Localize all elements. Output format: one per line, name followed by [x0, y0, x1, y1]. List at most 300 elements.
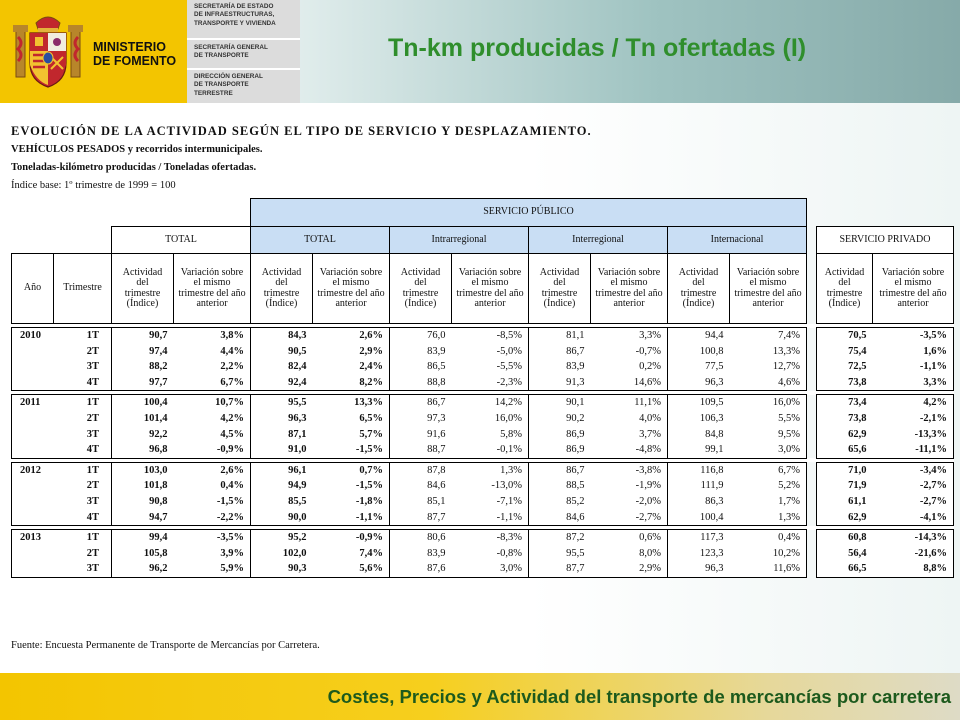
spain-coat-of-arms-icon	[10, 13, 86, 91]
index-value-cell: 88,2	[112, 359, 174, 375]
index-value-cell: 87,2	[529, 530, 591, 546]
table-row	[12, 359, 954, 375]
variation-value-cell: 3,9%	[174, 546, 251, 562]
header-line: trimestre	[263, 287, 300, 299]
index-value-cell: 116,8	[668, 462, 730, 478]
header-line: del	[553, 277, 566, 288]
index-value-cell: 111,9	[668, 478, 730, 494]
index-value-cell: 75,4	[817, 344, 873, 360]
header-line: anterior	[196, 298, 228, 309]
index-value-cell: 90,7	[112, 328, 174, 344]
index-value-cell: 90,5	[251, 344, 313, 360]
index-value-cell: 97,7	[112, 375, 174, 391]
index-value-cell: 56,4	[817, 546, 873, 562]
index-value-cell: 109,5	[668, 395, 730, 411]
header-activity-index	[251, 254, 313, 324]
header-variation	[873, 254, 954, 324]
index-value-cell: 99,1	[668, 442, 730, 458]
variation-value-cell: 16,0%	[730, 395, 807, 411]
index-value-cell: 90,0	[251, 510, 313, 526]
header-line: del	[136, 277, 149, 288]
activity-table	[11, 198, 954, 578]
index-value-cell: 103,0	[112, 462, 174, 478]
header-line: Variación sobre	[458, 266, 522, 278]
variation-value-cell: -5,0%	[452, 344, 529, 360]
index-value-cell: 62,9	[817, 427, 873, 443]
header-line: anterior	[752, 298, 784, 309]
variation-value-cell: 6,7%	[174, 375, 251, 391]
index-value-cell: 96,3	[668, 561, 730, 577]
spacer	[807, 395, 817, 411]
year-cell	[12, 494, 54, 510]
footer-title: Costes, Precios y Actividad del transporte de mercancías por carretera	[327, 686, 951, 707]
table-heading: EVOLUCIÓN DE LA ACTIVIDAD SEGÚN EL TIPO DE SERVICIO Y DESPLAZAMIENTO.	[11, 124, 592, 138]
index-value-cell: 101,4	[112, 411, 174, 427]
header-line: el mismo	[332, 277, 370, 288]
index-value-cell: 94,9	[251, 478, 313, 494]
variation-value-cell: 1,3%	[452, 462, 529, 478]
variation-value-cell: 4,2%	[174, 411, 251, 427]
index-value-cell: 71,0	[817, 462, 873, 478]
header-line: el mismo	[471, 277, 509, 288]
index-value-cell: 87,1	[251, 427, 313, 443]
divider	[187, 68, 300, 70]
table-row	[12, 344, 954, 360]
variation-value-cell: -3,5%	[873, 328, 954, 344]
index-value-cell: 73,4	[817, 395, 873, 411]
header-internacional: Internacional	[668, 227, 807, 254]
header-line: del	[692, 277, 705, 288]
variation-value-cell: -0,8%	[452, 546, 529, 562]
variation-value-cell: -13,0%	[452, 478, 529, 494]
variation-value-cell: 0,2%	[591, 359, 668, 375]
header-total-general: TOTAL	[112, 227, 251, 254]
header-line: el mismo	[894, 277, 932, 288]
variation-value-cell: 2,4%	[313, 359, 390, 375]
index-value-cell: 84,6	[529, 510, 591, 526]
index-value-cell: 92,2	[112, 427, 174, 443]
header-line: (Índice)	[543, 298, 576, 309]
variation-value-cell: 7,4%	[313, 546, 390, 562]
header-interregional: Interregional	[529, 227, 668, 254]
variation-value-cell: 5,8%	[452, 427, 529, 443]
table-row	[12, 530, 954, 546]
variation-value-cell: 5,9%	[174, 561, 251, 577]
variation-value-cell: -2,7%	[873, 494, 954, 510]
variation-value-cell: -2,7%	[591, 510, 668, 526]
header-line: (Índice)	[126, 298, 159, 309]
quarter-cell: 2T	[54, 411, 112, 427]
year-cell	[12, 442, 54, 458]
header-line: Actividad	[539, 266, 580, 278]
index-value-cell: 95,5	[529, 546, 591, 562]
index-value-cell: 100,4	[112, 395, 174, 411]
variation-value-cell: 6,5%	[313, 411, 390, 427]
header-line: Actividad	[400, 266, 441, 278]
spacer	[807, 254, 817, 324]
variation-value-cell: -4,1%	[873, 510, 954, 526]
variation-value-cell: -1,5%	[313, 478, 390, 494]
index-value-cell: 60,8	[817, 530, 873, 546]
header-line: (Índice)	[682, 298, 715, 309]
table-row	[12, 561, 954, 577]
quarter-cell: 2T	[54, 478, 112, 494]
quarter-cell: 2T	[54, 344, 112, 360]
variation-value-cell: 0,7%	[313, 462, 390, 478]
header-activity-index	[668, 254, 730, 324]
spacer	[807, 478, 817, 494]
header-variation	[452, 254, 529, 324]
variation-value-cell: 3,3%	[591, 328, 668, 344]
index-value-cell: 83,9	[529, 359, 591, 375]
index-value-cell: 88,7	[390, 442, 452, 458]
variation-value-cell: 0,4%	[730, 530, 807, 546]
index-value-cell: 70,5	[817, 328, 873, 344]
variation-value-cell: 8,0%	[591, 546, 668, 562]
year-cell	[12, 510, 54, 526]
secretariat-line: DE INFRAESTRUCTURAS,	[194, 11, 275, 19]
variation-value-cell: -11,1%	[873, 442, 954, 458]
header-line: trimestre	[124, 287, 161, 299]
header-activity-index	[390, 254, 452, 324]
variation-value-cell: 2,9%	[591, 561, 668, 577]
header-servicio-publico: SERVICIO PÚBLICO	[251, 199, 807, 227]
index-value-cell: 91,0	[251, 442, 313, 458]
spacer	[807, 462, 817, 478]
index-value-cell: 61,1	[817, 494, 873, 510]
index-value-cell: 86,7	[390, 395, 452, 411]
header-line: del	[838, 277, 851, 288]
secretariat-line: TRANSPORTE Y VIVIENDA	[194, 19, 276, 27]
index-value-cell: 86,9	[529, 442, 591, 458]
variation-value-cell: -2,1%	[873, 411, 954, 427]
variation-value-cell: 8,8%	[873, 561, 954, 577]
index-value-cell: 95,5	[251, 395, 313, 411]
index-value-cell: 92,4	[251, 375, 313, 391]
secretariat-general	[194, 44, 268, 61]
variation-value-cell: -13,3%	[873, 427, 954, 443]
header-line: trimestre del año	[456, 287, 524, 299]
variation-value-cell: -1,1%	[452, 510, 529, 526]
index-value-cell: 96,2	[112, 561, 174, 577]
variation-value-cell: 16,0%	[452, 411, 529, 427]
variation-value-cell: 10,7%	[174, 395, 251, 411]
index-value-cell: 81,1	[529, 328, 591, 344]
variation-value-cell: -7,1%	[452, 494, 529, 510]
variation-value-cell: -3,4%	[873, 462, 954, 478]
header-line: Actividad	[824, 266, 865, 278]
header-line: Variación sobre	[736, 266, 800, 278]
index-value-cell: 90,2	[529, 411, 591, 427]
variation-value-cell: -1,8%	[313, 494, 390, 510]
secretariat-line: DE TRANSPORTE	[194, 52, 249, 60]
variation-value-cell: -1,1%	[313, 510, 390, 526]
variation-value-cell: -2,2%	[174, 510, 251, 526]
quarter-cell: 1T	[54, 530, 112, 546]
header-line: el mismo	[610, 277, 648, 288]
index-value-cell: 62,9	[817, 510, 873, 526]
index-value-cell: 94,7	[112, 510, 174, 526]
variation-value-cell: 0,6%	[591, 530, 668, 546]
index-value-cell: 90,1	[529, 395, 591, 411]
table-row	[12, 411, 954, 427]
general-directorate	[194, 73, 263, 98]
secretariats-column	[187, 0, 300, 103]
year-cell	[12, 478, 54, 494]
quarter-cell: 4T	[54, 375, 112, 391]
index-value-cell: 99,4	[112, 530, 174, 546]
header-line: (Índice)	[404, 298, 437, 309]
variation-value-cell: -1,1%	[873, 359, 954, 375]
table-row	[12, 546, 954, 562]
variation-value-cell: -3,8%	[591, 462, 668, 478]
index-value-cell: 87,8	[390, 462, 452, 478]
index-value-cell: 83,9	[390, 344, 452, 360]
index-value-cell: 73,8	[817, 375, 873, 391]
header-line: Actividad	[678, 266, 719, 278]
secretariat-line: DE TRANSPORTE	[194, 81, 249, 89]
variation-value-cell: -2,7%	[873, 478, 954, 494]
index-value-cell: 71,9	[817, 478, 873, 494]
index-value-cell: 86,7	[529, 462, 591, 478]
index-value-cell: 123,3	[668, 546, 730, 562]
spacer	[807, 442, 817, 458]
header-line: trimestre	[826, 287, 863, 299]
header-activity-index	[112, 254, 174, 324]
quarter-cell: 1T	[54, 328, 112, 344]
quarter-cell: 3T	[54, 359, 112, 375]
spacer	[807, 328, 817, 344]
header-line: trimestre	[402, 287, 439, 299]
year-cell: 2013	[12, 530, 54, 546]
variation-value-cell: 3,0%	[730, 442, 807, 458]
ministry-line: DE FOMENTO	[93, 54, 177, 68]
index-value-cell: 85,2	[529, 494, 591, 510]
index-value-cell: 90,8	[112, 494, 174, 510]
table-row	[12, 510, 954, 526]
variation-value-cell: 11,6%	[730, 561, 807, 577]
variation-value-cell: -3,5%	[174, 530, 251, 546]
variation-value-cell: 6,7%	[730, 462, 807, 478]
source-note: Fuente: Encuesta Permanente de Transporte de Mercancías por Carretera.	[11, 640, 320, 651]
header-line: Actividad	[122, 266, 163, 278]
variation-value-cell: 3,0%	[452, 561, 529, 577]
table-row	[12, 375, 954, 391]
index-value-cell: 91,3	[529, 375, 591, 391]
divider	[187, 38, 300, 40]
variation-value-cell: 5,6%	[313, 561, 390, 577]
variation-value-cell: 4,4%	[174, 344, 251, 360]
table-subheading: VEHÍCULOS PESADOS y recorridos intermunicipales.	[11, 144, 263, 155]
variation-value-cell: 14,2%	[452, 395, 529, 411]
slide-footer	[0, 673, 960, 720]
index-value-cell: 105,8	[112, 546, 174, 562]
variation-value-cell: 2,6%	[174, 462, 251, 478]
variation-value-cell: 13,3%	[313, 395, 390, 411]
index-value-cell: 96,8	[112, 442, 174, 458]
index-value-cell: 96,3	[251, 411, 313, 427]
header-line: (Índice)	[265, 298, 298, 309]
secretariat-line: SECRETARÍA DE ESTADO	[194, 3, 274, 10]
header-activity-index	[529, 254, 591, 324]
header-servicio-privado: SERVICIO PRIVADO	[817, 227, 954, 254]
index-value-cell: 65,6	[817, 442, 873, 458]
secretariat-state	[194, 3, 276, 28]
year-cell: 2011	[12, 395, 54, 411]
header-line: del	[414, 277, 427, 288]
index-value-cell: 86,9	[529, 427, 591, 443]
index-value-cell: 80,6	[390, 530, 452, 546]
index-value-cell: 96,1	[251, 462, 313, 478]
variation-value-cell: 1,6%	[873, 344, 954, 360]
table-row	[12, 328, 954, 344]
index-value-cell: 85,5	[251, 494, 313, 510]
ministry-name	[93, 40, 176, 68]
variation-value-cell: 4,2%	[873, 395, 954, 411]
header-quarter: Trimestre	[54, 254, 112, 324]
variation-value-cell: 1,3%	[730, 510, 807, 526]
header-line: Variación sobre	[597, 266, 661, 278]
header-year: Año	[12, 254, 54, 324]
variation-value-cell: -8,5%	[452, 328, 529, 344]
year-cell	[12, 411, 54, 427]
spacer	[807, 494, 817, 510]
variation-value-cell: -14,3%	[873, 530, 954, 546]
quarter-cell: 1T	[54, 395, 112, 411]
index-value-cell: 82,4	[251, 359, 313, 375]
index-value-cell: 85,1	[390, 494, 452, 510]
index-value-cell: 84,8	[668, 427, 730, 443]
table-row	[12, 442, 954, 458]
header-intrarregional: Intrarregional	[390, 227, 529, 254]
variation-value-cell: 14,6%	[591, 375, 668, 391]
index-value-cell: 96,3	[668, 375, 730, 391]
header-line: Actividad	[261, 266, 302, 278]
header-line: del	[275, 277, 288, 288]
header-line: trimestre	[541, 287, 578, 299]
index-value-cell: 90,3	[251, 561, 313, 577]
index-value-cell: 86,3	[668, 494, 730, 510]
variation-value-cell: -2,0%	[591, 494, 668, 510]
index-value-cell: 106,3	[668, 411, 730, 427]
variation-value-cell: 0,4%	[174, 478, 251, 494]
variation-value-cell: 4,6%	[730, 375, 807, 391]
index-value-cell: 87,6	[390, 561, 452, 577]
year-cell	[12, 375, 54, 391]
index-value-cell: 88,5	[529, 478, 591, 494]
year-cell	[12, 561, 54, 577]
variation-value-cell: -1,5%	[174, 494, 251, 510]
slide-title: Tn-km producidas / Tn ofertadas (I)	[388, 34, 807, 62]
variation-value-cell: 2,6%	[313, 328, 390, 344]
variation-value-cell: -21,6%	[873, 546, 954, 562]
spacer	[807, 411, 817, 427]
index-value-cell: 91,6	[390, 427, 452, 443]
header-line: anterior	[474, 298, 506, 309]
table-row	[12, 478, 954, 494]
header-variation	[730, 254, 807, 324]
variation-value-cell: 11,1%	[591, 395, 668, 411]
variation-value-cell: -5,5%	[452, 359, 529, 375]
index-value-cell: 72,5	[817, 359, 873, 375]
spacer	[807, 344, 817, 360]
variation-value-cell: 9,5%	[730, 427, 807, 443]
variation-value-cell: -0,9%	[313, 530, 390, 546]
spacer	[807, 546, 817, 562]
ministry-logo-block	[0, 0, 187, 103]
variation-value-cell: 3,7%	[591, 427, 668, 443]
header-activity-index	[817, 254, 873, 324]
variation-value-cell: 1,7%	[730, 494, 807, 510]
header-line: anterior	[613, 298, 645, 309]
index-value-cell: 77,5	[668, 359, 730, 375]
index-value-cell: 73,8	[817, 411, 873, 427]
variation-value-cell: -1,5%	[313, 442, 390, 458]
spacer	[807, 530, 817, 546]
quarter-cell: 1T	[54, 462, 112, 478]
variation-value-cell: -0,7%	[591, 344, 668, 360]
header-total-publico: TOTAL	[251, 227, 390, 254]
header-variation	[313, 254, 390, 324]
slide-header	[0, 0, 960, 103]
quarter-cell: 4T	[54, 510, 112, 526]
index-value-cell: 95,2	[251, 530, 313, 546]
table-row	[12, 427, 954, 443]
header-line: (Índice)	[828, 298, 861, 309]
header-variation	[174, 254, 251, 324]
secretariat-line: SECRETARÍA GENERAL	[194, 44, 268, 51]
index-value-cell: 84,6	[390, 478, 452, 494]
header-line: el mismo	[193, 277, 231, 288]
header-variation	[591, 254, 668, 324]
header-line: Variación sobre	[319, 266, 383, 278]
index-value-cell: 87,7	[390, 510, 452, 526]
variation-value-cell: 7,4%	[730, 328, 807, 344]
ministry-line: MINISTERIO	[93, 40, 166, 54]
header-line: Variación sobre	[180, 266, 244, 278]
variation-value-cell: 2,2%	[174, 359, 251, 375]
header-line: trimestre del año	[595, 287, 663, 299]
header-line: trimestre del año	[317, 287, 385, 299]
quarter-cell: 3T	[54, 561, 112, 577]
year-cell: 2012	[12, 462, 54, 478]
variation-value-cell: 3,3%	[873, 375, 954, 391]
index-value-cell: 94,4	[668, 328, 730, 344]
year-cell	[12, 546, 54, 562]
year-cell	[12, 359, 54, 375]
variation-value-cell: -0,9%	[174, 442, 251, 458]
variation-value-cell: 10,2%	[730, 546, 807, 562]
index-value-cell: 84,3	[251, 328, 313, 344]
spacer	[807, 510, 817, 526]
index-value-cell: 76,0	[390, 328, 452, 344]
header-line: trimestre del año	[734, 287, 802, 299]
variation-value-cell: 13,3%	[730, 344, 807, 360]
index-value-cell: 102,0	[251, 546, 313, 562]
variation-value-cell: -4,8%	[591, 442, 668, 458]
quarter-cell: 4T	[54, 442, 112, 458]
header-line: anterior	[897, 298, 929, 309]
spacer	[807, 427, 817, 443]
index-value-cell: 100,8	[668, 344, 730, 360]
spacer	[807, 359, 817, 375]
quarter-cell: 2T	[54, 546, 112, 562]
spacer	[807, 561, 817, 577]
variation-value-cell: 12,7%	[730, 359, 807, 375]
index-base-note: Índice base: 1º trimestre de 1999 = 100	[11, 180, 176, 191]
index-value-cell: 97,4	[112, 344, 174, 360]
year-cell	[12, 344, 54, 360]
